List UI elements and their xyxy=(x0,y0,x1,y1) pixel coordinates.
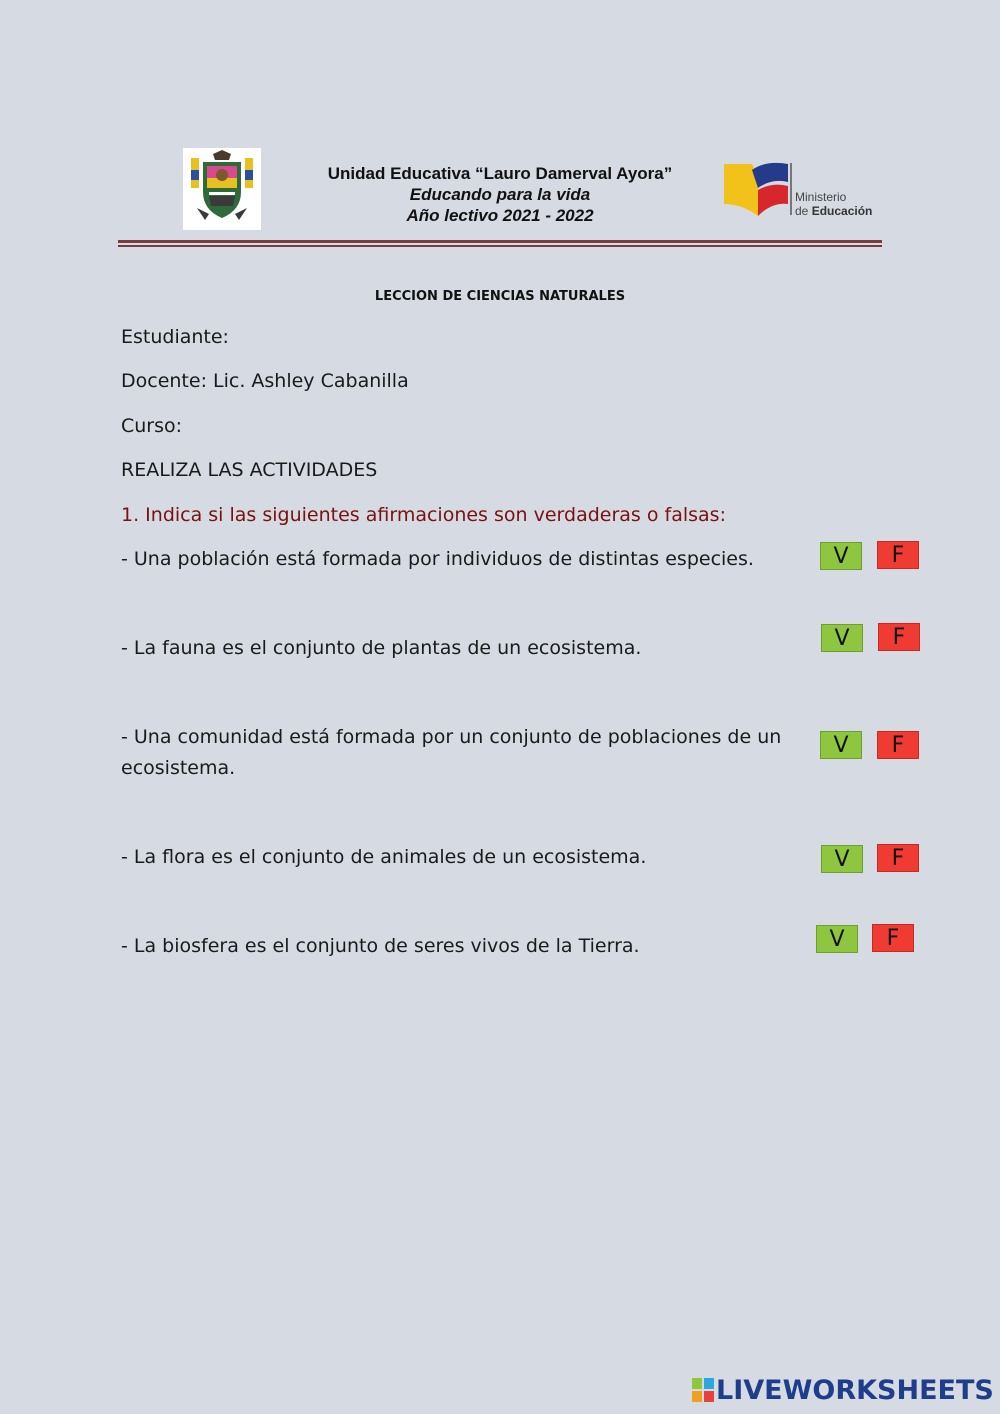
ministry-line1: Ministerio xyxy=(795,190,847,204)
school-header xyxy=(300,163,700,226)
student-label: Estudiante: xyxy=(121,326,229,348)
true-option-3[interactable]: V xyxy=(820,731,862,759)
false-option-2[interactable]: F xyxy=(878,623,920,651)
statement-4: - La flora es el conjunto de animales de un ecosistema. xyxy=(121,846,647,868)
activities-heading: REALIZA LAS ACTIVIDADES xyxy=(121,459,378,481)
header-rule xyxy=(118,240,882,243)
statement-5: - La biosfera es el conjunto de seres vivos de la Tierra. xyxy=(121,935,640,957)
school-name: Unidad Educativa “Lauro Damerval Ayora” xyxy=(327,164,673,183)
true-option-4[interactable]: V xyxy=(821,845,863,873)
statement-2: - La fauna es el conjunto de plantas de un ecosistema. xyxy=(121,637,642,659)
school-motto: Educando para la vida xyxy=(409,185,591,204)
true-option-2[interactable]: V xyxy=(821,624,863,652)
liveworksheets-brand xyxy=(692,1374,994,1406)
ministry-text xyxy=(795,190,872,218)
ministry-divider xyxy=(790,163,792,215)
liveworksheets-icon xyxy=(692,1378,714,1402)
header-rule-thin xyxy=(118,245,882,247)
ministry-line2: de Educación xyxy=(795,204,873,218)
false-option-5[interactable]: F xyxy=(872,924,914,952)
true-option-5[interactable]: V xyxy=(816,925,858,953)
school-year: Año lectivo 2021 - 2022 xyxy=(406,206,594,225)
question-1: 1. Indica si las siguientes afirmaciones son verdaderas o falsas: xyxy=(121,504,726,526)
teacher-label: Docente: Lic. Ashley Cabanilla xyxy=(121,370,409,392)
school-crest-logo xyxy=(183,148,261,230)
course-label: Curso: xyxy=(121,415,183,437)
brand-text: LIVEWORKSHEETS xyxy=(716,1374,994,1406)
false-option-4[interactable]: F xyxy=(877,844,919,872)
false-option-3[interactable]: F xyxy=(877,731,919,759)
statement-1: - Una población está formada por individuos de distintas especies. xyxy=(121,548,754,570)
lesson-title: LECCION DE CIENCIAS NATURALES xyxy=(374,289,626,304)
statement-3: - Una comunidad está formada por un conjunto de poblaciones de un ecosistema. xyxy=(121,726,782,779)
true-option-1[interactable]: V xyxy=(820,542,862,570)
false-option-1[interactable]: F xyxy=(877,541,919,569)
